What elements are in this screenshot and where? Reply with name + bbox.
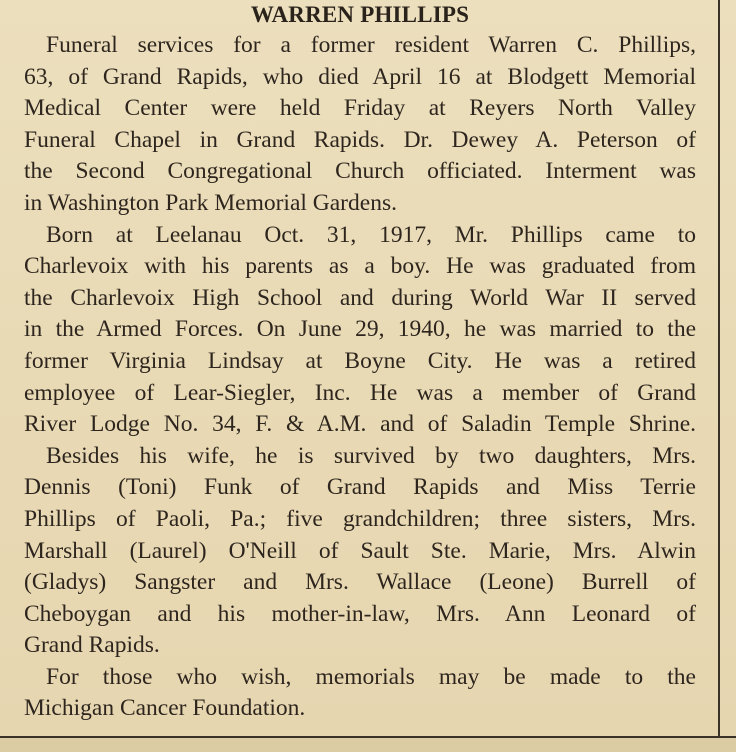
- text-line: in Washington Park Memorial Gardens.: [24, 189, 397, 216]
- text-line: River Lodge No. 34, F. & A.M. and of Saladin Temple Shrine.: [24, 411, 696, 438]
- text-line: Funeral services for a former resident Warren C. Phillips,: [46, 32, 696, 58]
- text-line: Medical Center were held Friday at Reyers North Valley: [24, 95, 696, 122]
- text-line: Funeral Chapel in Grand Rapids. Dr. Dewey A. Peterson of: [24, 126, 696, 153]
- text-line: Charlevoix with his parents as a boy. He was graduated from: [24, 253, 696, 280]
- paragraph-biography: [24, 220, 696, 441]
- paragraph-memorials: [24, 662, 696, 725]
- text-line: 63, of Grand Rapids, who died April 16 at Blodgett Memorial: [24, 63, 696, 90]
- text-line: the Second Congregational Church officiated. Interment was: [24, 158, 696, 185]
- text-line: Cheboygan and his mother-in-law, Mrs. Ann Leonard of: [24, 600, 696, 627]
- text-line: Dennis (Toni) Funk of Grand Rapids and Miss Terrie: [24, 474, 696, 501]
- text-line: Besides his wife, he is survived by two daughters, Mrs.: [46, 442, 696, 469]
- text-line: employee of Lear-Siegler, Inc. He was a member of Grand: [24, 379, 696, 406]
- text-line: Born at Leelanau Oct. 31, 1917, Mr. Phillips came to: [46, 221, 696, 248]
- text-line: the Charlevoix High School and during World War II served: [24, 284, 696, 311]
- text-line: Michigan Cancer Foundation.: [24, 695, 306, 722]
- text-line: Phillips of Paoli, Pa.; five grandchildren; three sisters, Mrs.: [24, 505, 696, 532]
- page-margin-strip: [0, 738, 736, 752]
- text-line: former Virginia Lindsay at Boyne City. He was a retired: [24, 347, 696, 374]
- paragraph-survivors: [24, 441, 696, 662]
- obituary-article: [24, 0, 696, 725]
- text-line: Grand Rapids.: [24, 632, 160, 659]
- text-line: Marshall (Laurel) O'Neill of Sault Ste. Marie, Mrs. Alwin: [24, 537, 696, 564]
- text-line: (Gladys) Sangster and Mrs. Wallace (Leone) Burrell of: [24, 569, 696, 596]
- column-rule-right: [718, 0, 720, 736]
- text-line: For those who wish, memorials may be made to the: [46, 663, 696, 690]
- paragraph-funeral-services: [24, 30, 696, 220]
- text-line: in the Armed Forces. On June 29, 1940, he was married to the: [24, 316, 696, 343]
- obituary-headline: WARREN PHILLIPS: [250, 2, 470, 27]
